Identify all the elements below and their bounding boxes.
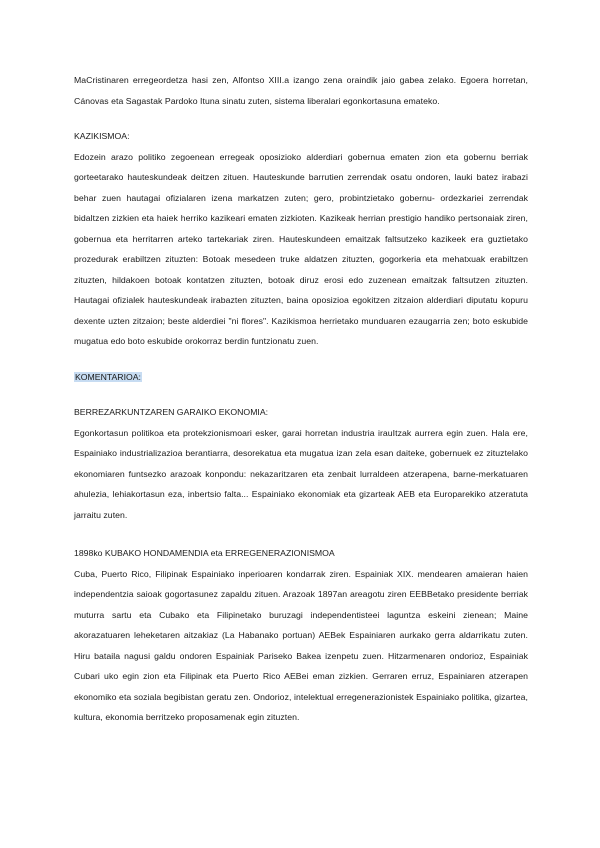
komentarioa-heading-line [74,367,528,388]
spacer [74,387,528,402]
berrezarkuntza-heading: BERREZARKUNTZAREN GARAIKO EKONOMIA: [74,407,269,417]
komentarioa-heading: KOMENTARIOA: [75,371,141,382]
kazikismoa-heading: KAZIKISMOA: [74,131,130,141]
spacer [74,111,528,126]
spacer [74,352,528,367]
kubako-paragraph: Cuba, Puerto Rico, Filipinak Espainiako inperioaren kondarrak ziren. Espainiak XIX. mendearen amaieran haien independentzia saioak gogortasunez zapaldu zituen. Arazoak 1897an areagotu ziren EEBBetako presidente berriak muturra sartu eta Cubako eta Filipinetako buruzagi independentisteei laguntza eskeini zienean; Maine akorazatuaren leheketaren aitzakiaz (La Habanako portuan) AEBek Espainiaren aurkako gerra aldarrikatu zuten. Hiru bataila nagusi galdu ondoren Espainiak Pariseko Bakea izenpetu zuen. Hitzarmenaren ondorioz, Espainiak Cubari uko egin zion eta Filipinak eta Puerto Rico AEBei eman zizkien. Gerraren erruz, Espainiaren atzerapen ekonomiko eta soziala begibistan geratu zen. Ondorioz, intelektual erregenerazionistek Espainiako politika, gizartea, kultura, ekonomia berritzeko proposamenak egin zituzten. [74,568,528,722]
berrezarkuntza-paragraph: Egonkortasun politikoa eta protekzionismoari esker, garai horretan industria irauItzak aurrera egin zuen. Hala ere, Espainiako industrializazioa berantiarra, desorekatua eta mugatua izan zela esan daiteke, gobernuek ez zituztelako ekonomiaren funtsezko arazoak konpondu: nekazaritzaren eta zenbait lurraldeen atzerapena, barne-merkatuaren ahulezia, lehiakortasun eza, inbertsio falta... Espainiako ekonomiak eta gizarteak AEB eta Europarekiko atzeratuta jarraitu zuten. [74,427,528,520]
kazikismoa-paragraph: Edozein arazo politiko zegoenean erregeak oposizioko alderdiari gobernua ematen zion eta gobernu berriak gorteetarako hauteskundeak deitzen zituen. Hauteskunde barrutien zerrendak osatu ondoren, lauki batez irabazi behar zuen hautagai ofizialaren izena markatzen zuten; gero, probintzietako gobernu- ordezkariei zerrendak bidaltzen zizkien eta haiek herriko kazikeari ematen zizkioten. Kazikeak herrian prestigio handiko pertsonaiak ziren, gobernua eta herritarren arteko tartekariak ziren. Hauteskundeen emaitzak faltsutzeko kazikeek era guztietako prozedurak erabiltzen zituzten: Botoak mesedeen truke aldatzen zituzten, gogorkeria eta mehatxuak erabiltzen zituzten, hildakoen botoak kontatzen zituzten, botoak diruz erosi edo zuzenean emaitzak faltsutzen zituzten. Hautagai ofizialek hauteskundeak irabazten zituzten, baina oposizioa egokitzen zitzaion alderdiari diputatu kopuru dexente uzten zitzaion; beste alderdiei "ni flores". Kazikismoa herrietako munduaren ezaugarria zen; boto eskubide mugatua edo boto eskubide orokorraz berdin funtzionatu zuen. [74,151,528,346]
document-page [74,70,528,728]
spacer [74,525,528,543]
intro-paragraph: MaCristinaren erregeordetza hasi zen, Alfontso XIII.a izango zena oraindik jaio gabea zelako. Egoera horretan, Cánovas eta Sagastak Pardoko Ituna sinatu zuten, sistema liberalari egonkortasuna emateko. [74,75,528,106]
kubako-heading: 1898ko KUBAKO HONDAMENDIA eta ERREGENERAZIONISMOA [74,548,335,558]
